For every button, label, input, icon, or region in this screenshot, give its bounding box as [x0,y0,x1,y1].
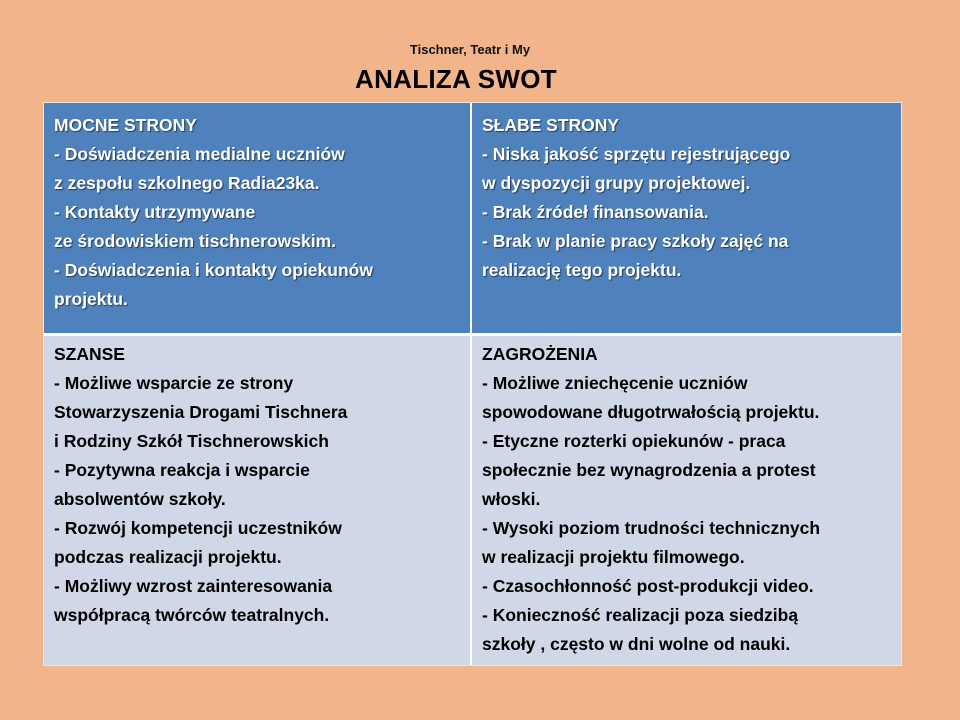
threat-item: - Konieczność realizacji poza siedzibą szkoły , często w dni wolne od nauki. [482,605,799,654]
strengths-heading: MOCNE STRONY [54,115,197,135]
threats-heading: ZAGROŻENIA [482,344,598,364]
swot-table [44,103,901,665]
strengths-cell [44,103,472,336]
opportunity-item: - Pozytywna reakcja i wsparcie absolwentów szkoły. [54,460,310,509]
threat-item: - Czasochłonność post-produkcji video. [482,576,814,596]
strength-item: - Doświadczenia medialne uczniów z zespołu szkolnego Radia23ka. [54,144,345,193]
weaknesses-heading: SŁABE STRONY [482,115,620,135]
weaknesses-cell [472,103,901,336]
opportunities-cell [44,336,472,665]
threat-item: - Etyczne rozterki opiekunów - praca społecznie bez wynagrodzenia a protest włoski. [482,431,816,509]
opportunity-item: - Rozwój kompetencji uczestników podczas realizacji projektu. [54,518,342,567]
slide-subtitle: Tischner, Teatr i My [409,42,531,57]
threat-item: - Wysoki poziom trudności technicznych w realizacji projektu filmowego. [482,518,821,567]
strength-item: - Kontakty utrzymywane ze środowiskiem tischnerowskim. [54,202,337,251]
slide-title: ANALIZA SWOT [355,64,557,94]
weakness-item: - Niska jakość sprzętu rejestrującego w dyspozycji grupy projektowej. [482,144,791,193]
opportunity-item: - Możliwy wzrost zainteresowania współpracą twórców teatralnych. [54,576,333,625]
threats-cell [472,336,901,665]
weakness-item: - Brak w planie pracy szkoły zajęć na realizację tego projektu. [482,231,789,280]
weakness-item: - Brak źródeł finansowania. [482,202,709,222]
strength-item: - Doświadczenia i kontakty opiekunów projektu. [54,260,373,309]
opportunity-item: - Możliwe wsparcie ze strony Stowarzyszenia Drogami Tischnera i Rodziny Szkół Tischnerowskich [54,373,348,451]
threat-item: - Możliwe zniechęcenie uczniów spowodowane długotrwałością projektu. [482,373,820,422]
opportunities-heading: SZANSE [54,344,125,364]
